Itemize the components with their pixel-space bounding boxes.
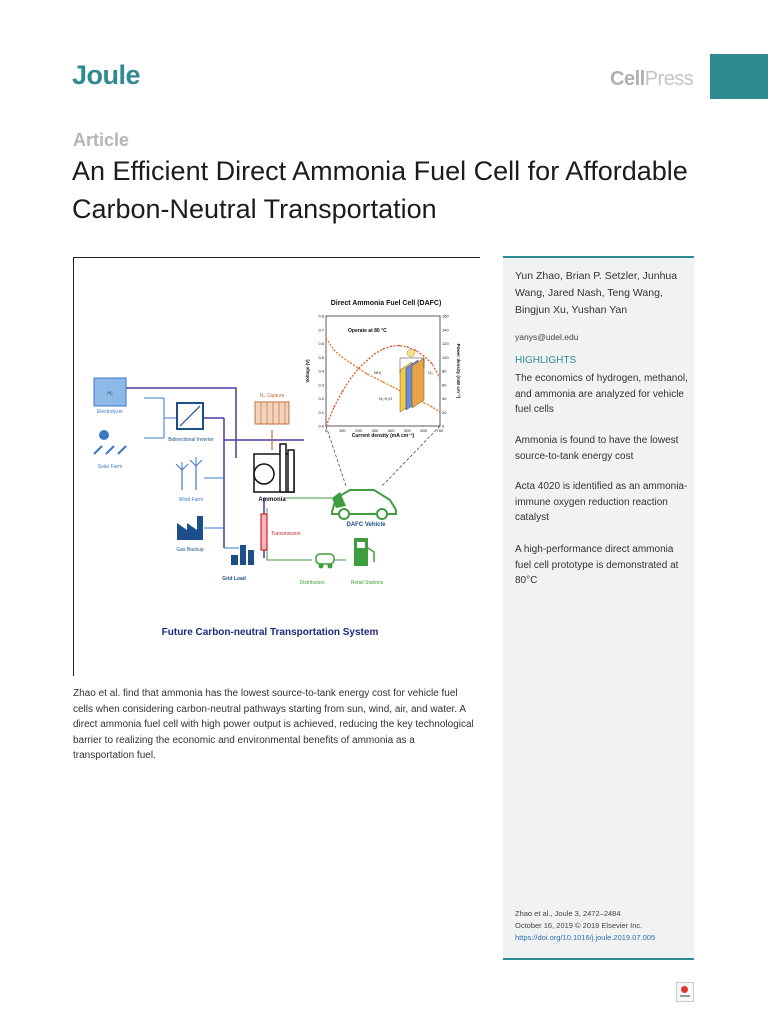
voltage-point <box>350 362 352 364</box>
journal-name: Joule <box>72 60 141 90</box>
voltage-point <box>341 356 343 358</box>
ammonia-plant <box>254 430 294 503</box>
solar-farm <box>94 430 126 470</box>
highlight-item: Acta 4020 is identified as an ammonia-immune oxygen reduction reaction catalyst <box>515 481 688 523</box>
power-point <box>374 353 376 355</box>
n2-h2o-label: N₂ H₂O <box>379 396 393 401</box>
x-tick-label: 0 <box>324 428 328 433</box>
voltage-point <box>390 385 392 387</box>
voltage-point <box>325 337 327 339</box>
voltage-point <box>423 402 425 404</box>
power-point <box>341 391 343 393</box>
y-left-tick-label: 0.0 <box>318 423 324 429</box>
x-tick-label: 100 <box>338 428 346 433</box>
graphical-abstract <box>73 257 480 676</box>
citation-date: October 16, 2019 © 2019 Elsevier Inc. <box>515 921 643 930</box>
gas-backup-label: Gas Backup <box>176 547 204 553</box>
power-point <box>358 367 360 369</box>
y-left-tick-label: 0.6 <box>318 341 324 346</box>
highlight-item: A high-performance direct ammonia fuel cell prototype is demonstrated at 80°C <box>515 544 679 586</box>
x-tick-label: 600 <box>420 428 428 433</box>
y-left-tick-label: 0.2 <box>318 396 324 401</box>
solar-farm-label: Solar Farm <box>97 464 123 470</box>
distribution-truck <box>299 554 334 586</box>
retail-station <box>351 538 384 586</box>
y-left-tick-label: 0.7 <box>318 327 324 333</box>
power-point <box>382 348 384 350</box>
power-point <box>439 377 441 379</box>
power-point <box>431 363 433 365</box>
x-tick-label: 200 <box>355 428 362 433</box>
corresponding-email[interactable]: yanys@udel.edu <box>515 332 579 342</box>
highlights-heading: HIGHLIGHTS <box>515 355 577 366</box>
article-type-label: Article <box>73 130 130 150</box>
sun-icon <box>99 430 109 440</box>
o2-label: O₂ <box>428 370 433 375</box>
grid-load <box>222 545 254 582</box>
power-point <box>423 355 425 357</box>
y-left-tick-label: 0.1 <box>318 409 324 415</box>
chart-area <box>305 314 461 440</box>
y-right-tick-label: 160 <box>442 313 449 319</box>
n2-capture <box>255 393 289 424</box>
voltage-point <box>366 373 368 375</box>
x-tick-label: 700 <box>436 428 444 433</box>
h2-label: H₂ <box>107 391 113 397</box>
distribution-label: Distribution <box>299 580 325 586</box>
y-right-tick-label: 120 <box>442 341 449 346</box>
check-for-updates-icon[interactable] <box>676 982 694 1002</box>
y-right-tick-label: 20 <box>442 409 447 415</box>
publisher-press: Press <box>644 68 694 90</box>
publisher-logo <box>610 68 693 91</box>
power-point <box>390 345 392 347</box>
nh3-label: NH₃ <box>374 370 382 375</box>
article-title: An Efficient Direct Ammonia Fuel Cell for Affordable Carbon-Neutral Transportation <box>72 156 688 224</box>
header-accent-block <box>710 54 768 99</box>
y-right-tick-label: 40 <box>442 396 447 401</box>
electrolyzer-label: Electrolyzer <box>96 409 124 415</box>
sidebar-panel <box>503 256 694 960</box>
wind-farm-label: Wind Farm <box>178 497 204 503</box>
doi-link[interactable]: https://doi.org/10.1016/j.joule.2019.07.005 <box>515 933 656 942</box>
y-left-tick-label: 0.3 <box>318 382 324 388</box>
chart-title: Direct Ammonia Fuel Cell (DAFC) <box>330 300 442 307</box>
bidirectional-inverter-label: Bidirectional Inverter <box>168 437 214 443</box>
electrolyzer <box>94 378 126 415</box>
x-label: Current density (mA cm⁻²) <box>351 433 415 439</box>
voltage-point <box>333 350 335 352</box>
n2-capture-label: N₂ Capture <box>259 393 285 399</box>
power-point <box>366 360 368 362</box>
y-right-label: Power density (mW cm⁻²) <box>456 343 461 399</box>
highlight-item: The economics of hydrogen, methanol, and ammonia are analyzed for vehicle fuel cells <box>515 373 688 415</box>
gas-backup <box>176 516 203 553</box>
x-tick-label: 500 <box>404 428 411 433</box>
citation-journal: Zhao et al., Joule 3, 2472–2484 <box>515 909 621 918</box>
summary-paragraph: Zhao et al. find that ammonia has the lowest source-to-tank energy cost for vehicle fuel cells when considering carbon-neutral pathways starting from sun, wind, air, and water. A direct ammonia fuel cell with high power output is achieved, reducing the key technological barrier to realizing the economic and environmental benefits of ammonia as a transportation fuel. <box>73 688 474 761</box>
transmission-label: Transmission <box>271 531 301 537</box>
operate-label: Operate at 80 °C <box>348 328 387 334</box>
power-point <box>398 345 400 347</box>
voltage-point <box>439 411 441 413</box>
retail-stations-label: Retail Stations <box>350 580 384 586</box>
transmission-pipe <box>261 514 301 550</box>
graphical-abstract-svg <box>74 258 480 676</box>
x-tick-label: 300 <box>371 428 379 433</box>
system-title: Future Carbon-neutral Transportation System <box>161 627 379 638</box>
dafc-vehicle-label: DAFC Vehicle <box>346 522 386 528</box>
grid-load-label: Grid Load <box>222 576 246 582</box>
highlight-item: Ammonia is found to have the lowest source-to-tank energy cost <box>515 435 679 462</box>
ammonia-label: Ammonia <box>258 497 286 503</box>
energy-flow-lines <box>126 388 346 560</box>
citation-block <box>515 908 690 944</box>
y-left-tick-label: 0.4 <box>318 368 324 374</box>
power-point <box>407 346 409 348</box>
y-right-tick-label: 80 <box>442 368 447 374</box>
y-right-tick-label: 140 <box>442 327 449 333</box>
power-point <box>415 350 417 352</box>
y-left-tick-label: 0.8 <box>318 313 324 319</box>
power-point <box>333 406 335 408</box>
y-right-tick-label: 0 <box>442 423 445 429</box>
y-left-tick-label: 0.5 <box>318 354 324 360</box>
inverter <box>168 403 214 443</box>
x-tick-label: 400 <box>387 428 395 433</box>
y-right-tick-label: 60 <box>442 382 447 388</box>
author-list: Yun Zhao, Brian P. Setzler, Junhua Wang, Jared Nash, Teng Wang, Bingjun Xu, Yushan Yan <box>515 270 678 316</box>
wind-farm <box>176 457 203 503</box>
dafc-vehicle <box>332 490 396 528</box>
voltage-point <box>382 381 384 383</box>
lightbulb-icon <box>407 349 415 357</box>
power-point <box>350 378 352 380</box>
y-left-label: Voltage (V) <box>305 359 310 383</box>
voltage-point <box>374 377 376 379</box>
y-right-tick-label: 100 <box>442 354 449 360</box>
voltage-point <box>431 406 433 408</box>
publisher-cell: Cell <box>610 68 645 90</box>
